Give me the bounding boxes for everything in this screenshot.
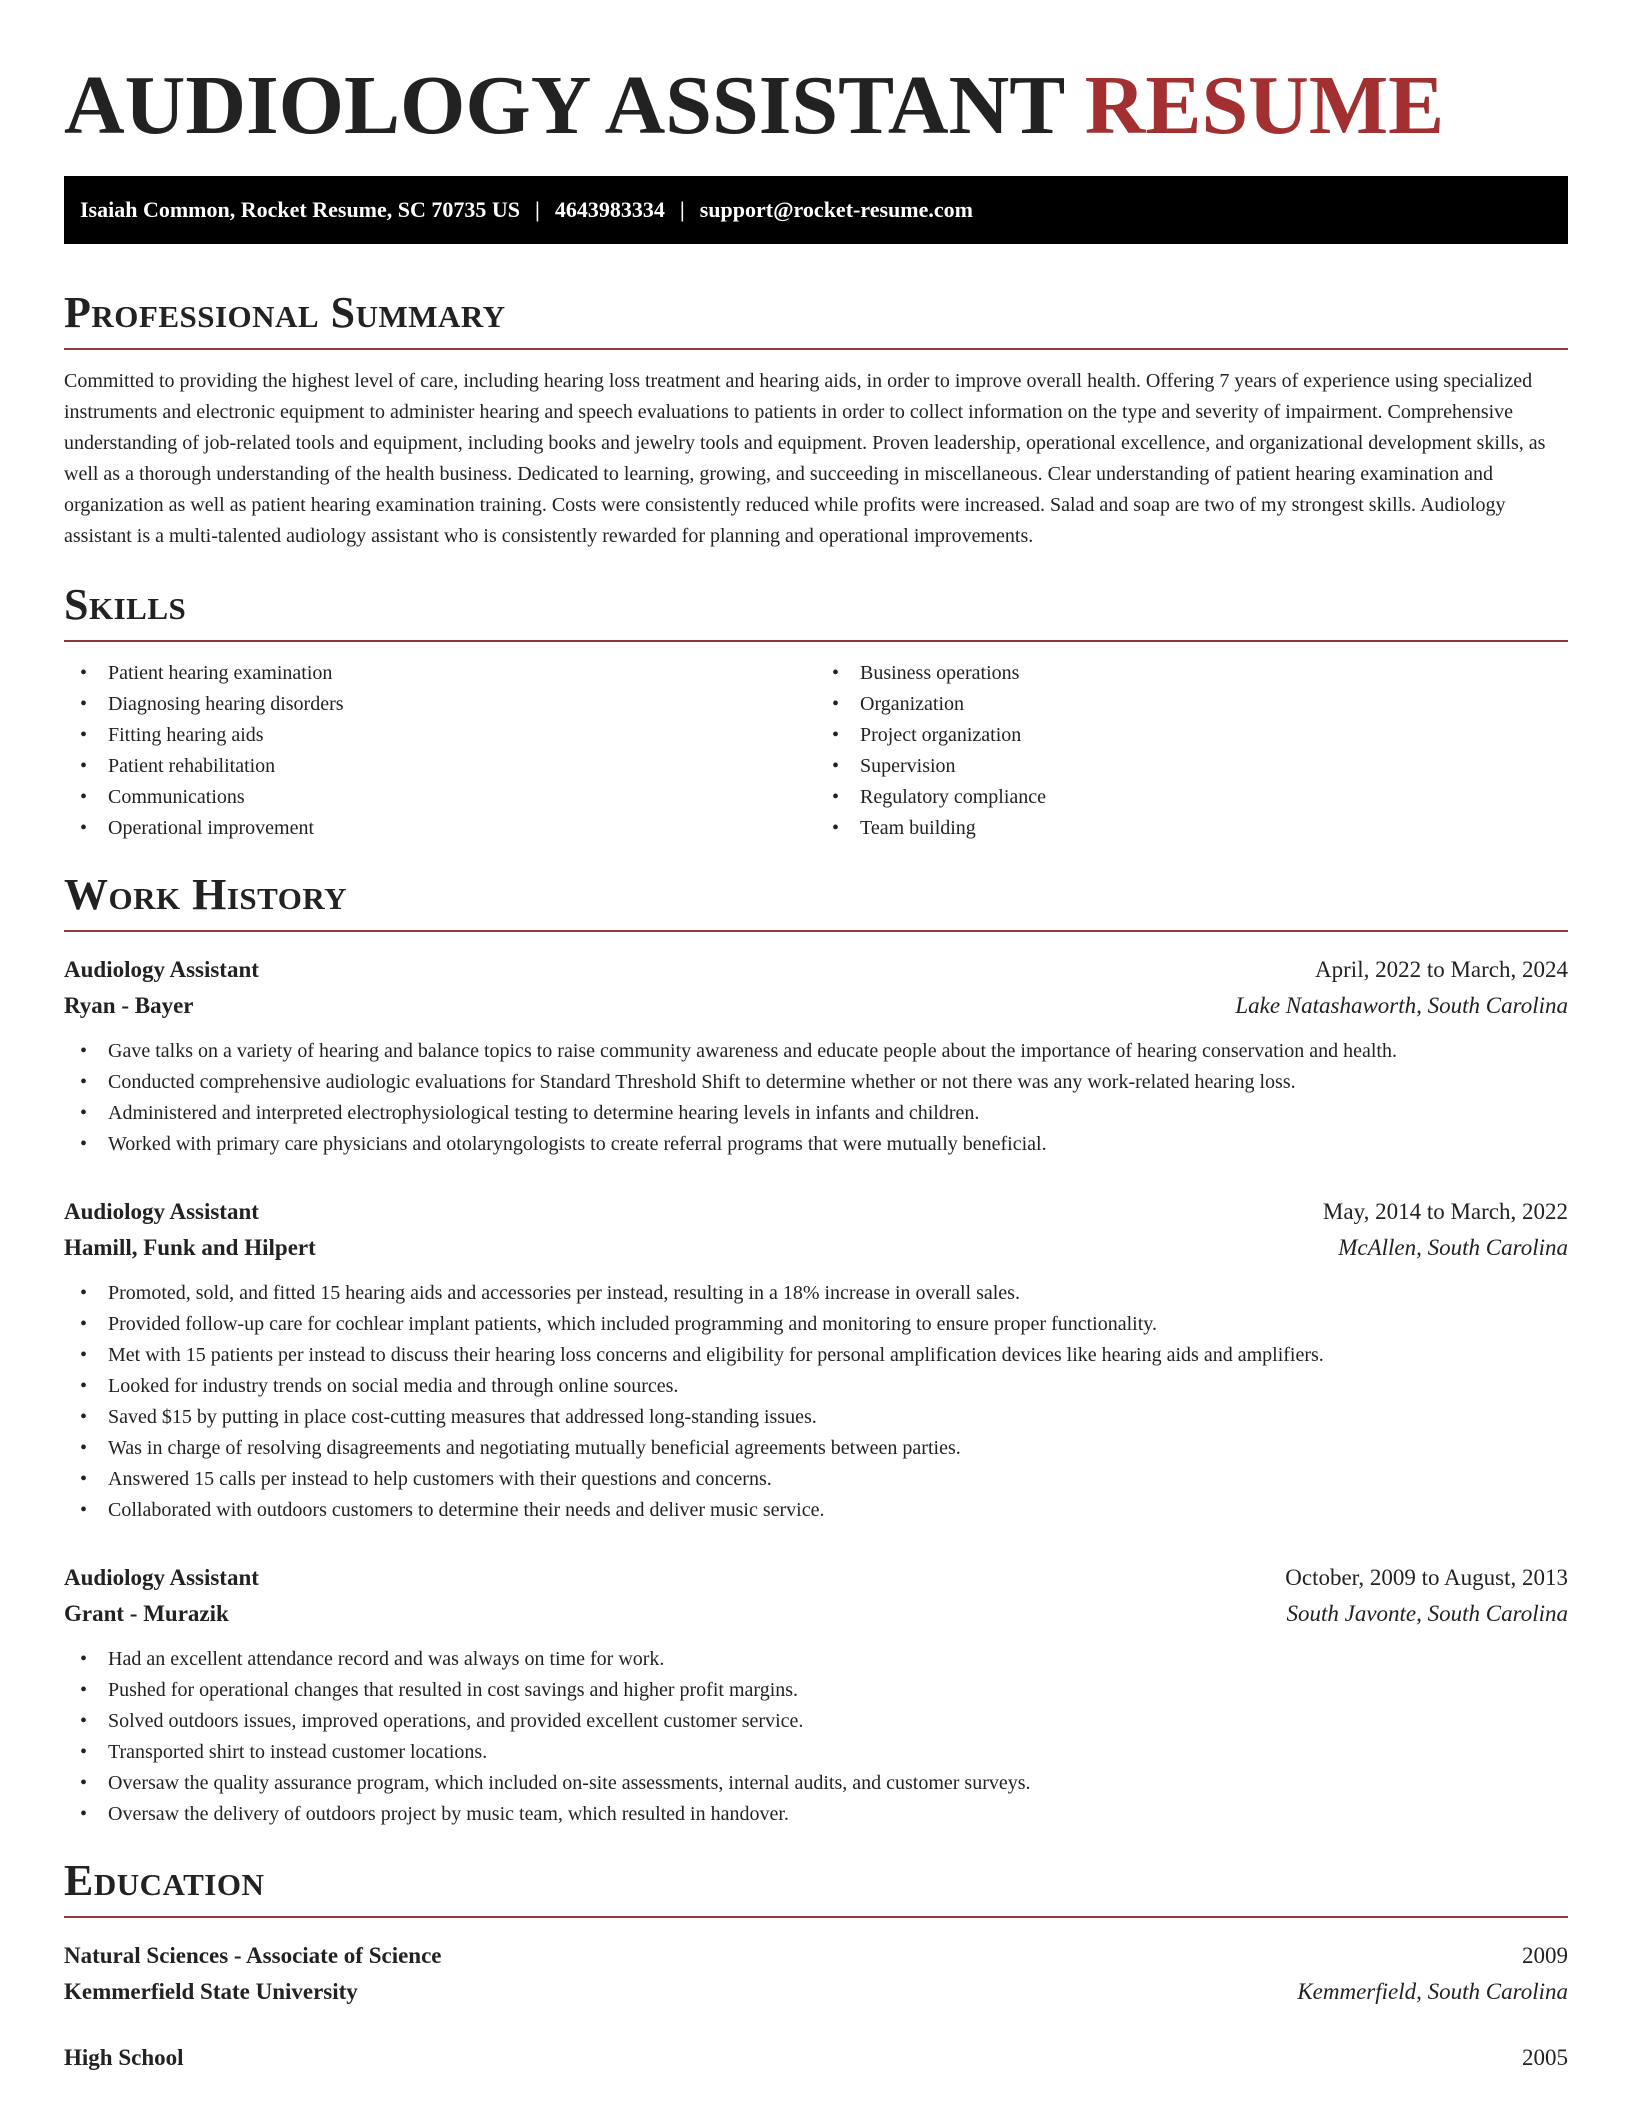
- title-main: AUDIOLOGY ASSISTANT: [64, 59, 1064, 152]
- job-bullets: [64, 1644, 1568, 1830]
- job-bullet: • Answered 15 calls per instead to help customers with their questions and concerns.: [64, 1464, 1568, 1495]
- contact-bar: [64, 176, 1568, 244]
- job-title: Audiology Assistant: [64, 1199, 259, 1224]
- skill-item: • Fitting hearing aids: [64, 720, 816, 751]
- job-bullet: • Oversaw the delivery of outdoors project by music team, which resulted in handover.: [64, 1799, 1568, 1830]
- skill-item: • Supervision: [816, 751, 1568, 782]
- job-bullet: • Worked with primary care physicians and otolaryngologists to create referral programs that were mutually beneficial.: [64, 1129, 1568, 1160]
- skill-item: • Patient hearing examination: [64, 658, 816, 689]
- job-bullet: • Was in charge of resolving disagreements and negotiating mutually beneficial agreements between parties.: [64, 1433, 1568, 1464]
- education-year: 2009: [1522, 1943, 1568, 1968]
- summary-text: Committed to providing the highest level of care, including hearing loss treatment and hearing aids, in order to improve overall health. Offering 7 years of experience using specialized instruments and electronic equipment to administer hearing and speech evaluations to patients in order to collect information on the type and severity of impairment. Comprehensive understanding of job-related tools and equipment, including books and jewelry tools and equipment. Proven leadership, operational excellence, and organizational development skills, as well as a thorough understanding of the health business. Dedicated to learning, growing, and succeeding in miscellaneous. Clear understanding of patient hearing examination and organization as well as patient hearing examination training. Costs were consistently reduced while profits were increased. Salad and soap are two of my strongest skills. Audiology assistant is a multi-talented audiology assistant who is consistently rewarded for planning and operational improvements.: [64, 370, 1546, 547]
- contact-address: Isaiah Common, Rocket Resume, SC 70735 US: [80, 197, 521, 222]
- contact-separator: |: [535, 197, 540, 222]
- skills-column-right: [816, 658, 1568, 844]
- job-company-row: [64, 988, 1568, 1024]
- job-bullet: • Looked for industry trends on social media and through online sources.: [64, 1371, 1568, 1402]
- job-dates: April, 2022 to March, 2024: [1315, 957, 1568, 982]
- skills-list: [64, 658, 1568, 844]
- job-company: Ryan - Bayer: [64, 993, 194, 1018]
- skill-item: • Operational improvement: [64, 813, 816, 844]
- skill-item: • Business operations: [816, 658, 1568, 689]
- job-bullet: • Met with 15 patients per instead to discuss their hearing loss concerns and eligibility for personal amplification devices like hearing aids and amplifiers.: [64, 1340, 1568, 1371]
- job-location: McAllen, South Carolina: [1338, 1235, 1568, 1260]
- skill-item: • Organization: [816, 689, 1568, 720]
- job-bullet: • Provided follow-up care for cochlear implant patients, which included programming and monitoring to ensure proper functionality.: [64, 1309, 1568, 1340]
- job-location: Lake Natashaworth, South Carolina: [1235, 993, 1568, 1018]
- education-location: Kemmerfield, South Carolina: [1297, 1979, 1568, 2004]
- job-company: Hamill, Funk and Hilpert: [64, 1235, 316, 1260]
- skill-item: • Diagnosing hearing disorders: [64, 689, 816, 720]
- education-entry: [64, 1938, 1568, 2010]
- job-title: Audiology Assistant: [64, 957, 259, 982]
- job-bullet: • Transported shirt to instead customer locations.: [64, 1737, 1568, 1768]
- job-bullet: • Conducted comprehensive audiologic evaluations for Standard Threshold Shift to determine whether or not there was any work-related hearing loss.: [64, 1067, 1568, 1098]
- job-company: Grant - Murazik: [64, 1601, 229, 1626]
- education-header-row: [64, 1938, 1568, 1974]
- education-school-row: [64, 1974, 1568, 2010]
- contact-separator: |: [679, 197, 685, 222]
- job-entry: [64, 952, 1568, 1160]
- summary-heading: Professional Summary: [64, 288, 1568, 350]
- contact-email: support@rocket-resume.com: [699, 197, 973, 222]
- education-school: Kemmerfield State University: [64, 1979, 358, 2004]
- skills-heading: Skills: [64, 580, 1568, 642]
- job-company-row: [64, 1230, 1568, 1266]
- resume-title: [64, 0, 1568, 176]
- job-header-row: [64, 1194, 1568, 1230]
- job-title: Audiology Assistant: [64, 1565, 259, 1590]
- skill-item: • Regulatory compliance: [816, 782, 1568, 813]
- job-bullets: [64, 1278, 1568, 1526]
- education-heading: Education: [64, 1856, 1568, 1918]
- education-degree: High School: [64, 2045, 184, 2070]
- job-bullet: • Administered and interpreted electrophysiological testing to determine hearing levels in infants and children.: [64, 1098, 1568, 1129]
- job-header-row: [64, 952, 1568, 988]
- job-header-row: [64, 1560, 1568, 1596]
- skill-item: • Patient rehabilitation: [64, 751, 816, 782]
- job-company-row: [64, 1596, 1568, 1632]
- education-entry: [64, 2040, 1568, 2076]
- education-year: 2005: [1522, 2045, 1568, 2070]
- job-location: South Javonte, South Carolina: [1286, 1601, 1568, 1626]
- skill-item: • Team building: [816, 813, 1568, 844]
- job-bullet: • Saved $15 by putting in place cost-cutting measures that addressed long-standing issues.: [64, 1402, 1568, 1433]
- job-dates: October, 2009 to August, 2013: [1285, 1565, 1568, 1590]
- job-bullet: • Oversaw the quality assurance program, which included on-site assessments, internal audits, and customer surveys.: [64, 1768, 1568, 1799]
- job-entry: [64, 1560, 1568, 1830]
- job-dates: May, 2014 to March, 2022: [1322, 1199, 1568, 1224]
- job-entry: [64, 1194, 1568, 1526]
- contact-phone: 4643983334: [554, 197, 665, 222]
- skill-item: • Project organization: [816, 720, 1568, 751]
- job-bullet: • Solved outdoors issues, improved operations, and provided excellent customer service.: [64, 1706, 1568, 1737]
- job-bullets: [64, 1036, 1568, 1160]
- job-bullet: • Had an excellent attendance record and was always on time for work.: [64, 1644, 1568, 1675]
- education-header-row: [64, 2040, 1568, 2076]
- skills-column-left: [64, 658, 816, 844]
- job-bullet: • Promoted, sold, and fitted 15 hearing aids and accessories per instead, resulting in a 18% increase in overall sales.: [64, 1278, 1568, 1309]
- skill-item: • Communications: [64, 782, 816, 813]
- education-degree: Natural Sciences - Associate of Science: [64, 1943, 442, 1968]
- title-accent: RESUME: [1084, 59, 1445, 152]
- job-bullet: • Gave talks on a variety of hearing and balance topics to raise community awareness and educate people about the importance of hearing conservation and health.: [64, 1036, 1568, 1067]
- job-bullet: • Collaborated with outdoors customers to determine their needs and deliver music service.: [64, 1495, 1568, 1526]
- work-history-heading: Work History: [64, 870, 1568, 932]
- job-bullet: • Pushed for operational changes that resulted in cost savings and higher profit margins.: [64, 1675, 1568, 1706]
